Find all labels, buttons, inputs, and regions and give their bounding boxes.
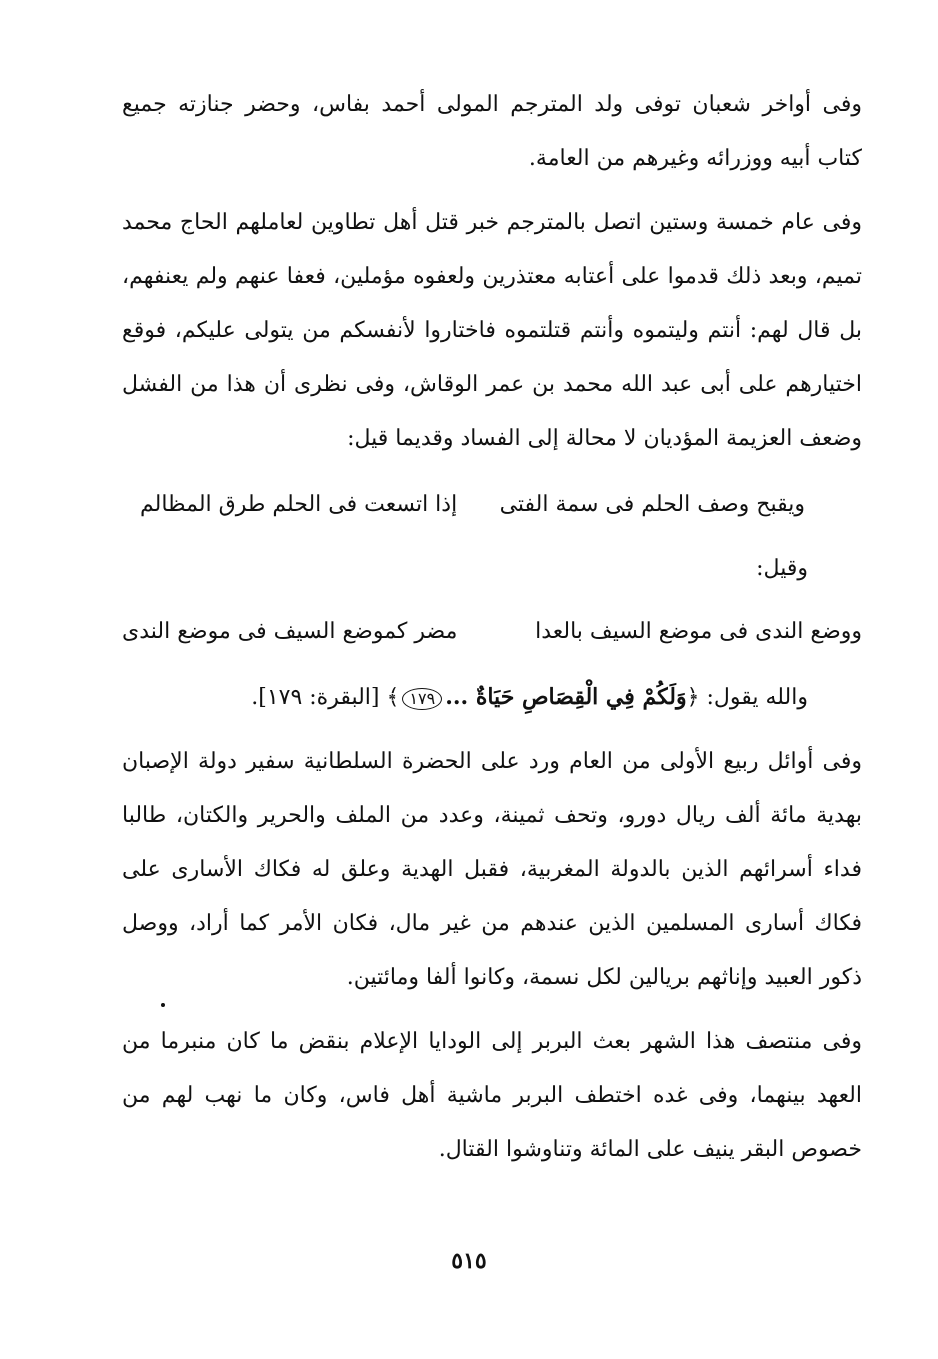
- ayah-number-marker: ١٧٩: [402, 688, 442, 710]
- paragraph-3: وفى أوائل ربيع الأولى من العام ورد على الحضرة السلطانية سفير دولة الإصبان بهدية مائة ألف ريال دورو، وتحف ثمينة، وعدد من الملف والحرير والكتان، طالبا فداء أسرائهم الذين بالدولة المغربية، فقبل الهدية وعلق له فكاك الأسارى على فكاك أسارى المسلمين الذين عندهم من غير مال، فكان الأمر كما أراد، ووصل ذكور العبيد وإناثهم بريالين لكل نسمة، وكانوا ألفا ومائتين.: [122, 749, 862, 990]
- paragraph-2: وفى عام خمسة وستين اتصل بالمترجم خبر قتل أهل تطاوين لعاملهم الحاج محمد تميم، وبعد ذلك قدموا على أعتابه معتذرين ولعفوه مؤملين، فعفا عنهم ولم يعنفهم، بل قال لهم: أنتم وليتموه وأنتم قتلتموه فاختاروا لأنفسكم من يتولى عليكم، فوقع اختيارهم على أبى عبد الله محمد بن عمر الوقاش، وفى نظرى أن هذا من الفشل وضعف العزيمة المؤديان لا محالة إلى الفساد وقديما قيل:: [122, 210, 862, 451]
- verse-1-hemistich-1: ويقبح وصف الحلم فى سمة الفتى: [499, 492, 805, 517]
- paragraph-4: وفى منتصف هذا الشهر بعث البربر إلى الودايا الإعلام بنقض ما كان منبرما من العهد بينهما، وفى غده اختطف البربر ماشية أهل فاس، وكان ما نهب لهم من خصوص البقر ينيف على المائة وتناوشوا القتال.: [122, 1029, 862, 1162]
- quran-lead: والله يقول:: [706, 685, 808, 710]
- quran-verse-text: وَلَكُمْ فِي الْقِصَاصِ حَيَاةٌ ...: [445, 684, 687, 710]
- quran-close-bracket: ﴾: [386, 685, 400, 710]
- paragraph-1: وفى أواخر شعبان توفى ولد المترجم المولى أحمد بفاس، وحضر جنازته جميع كتاب أبيه ووزرائه وغيرهم من العامة.: [122, 92, 862, 171]
- verse-1: [140, 478, 805, 532]
- quran-reference: [البقرة: ١٧٩].: [251, 685, 380, 710]
- ink-speck: [161, 1003, 165, 1007]
- verse-intro: وقيل:: [756, 556, 808, 581]
- verse-2-hemistich-1: ووضع الندى فى موضع السيف بالعدا: [535, 619, 862, 644]
- verse-2-hemistich-2: مضر كموضع السيف فى موضع الندى: [122, 619, 458, 644]
- verse-1-hemistich-2: إذا اتسعت فى الحلم طرق المظالم: [140, 492, 458, 517]
- verse-2: [122, 605, 862, 659]
- page-number: ٥١٥: [451, 1248, 487, 1274]
- quran-open-bracket: ﴿: [686, 685, 700, 710]
- quran-citation-line: [251, 670, 808, 725]
